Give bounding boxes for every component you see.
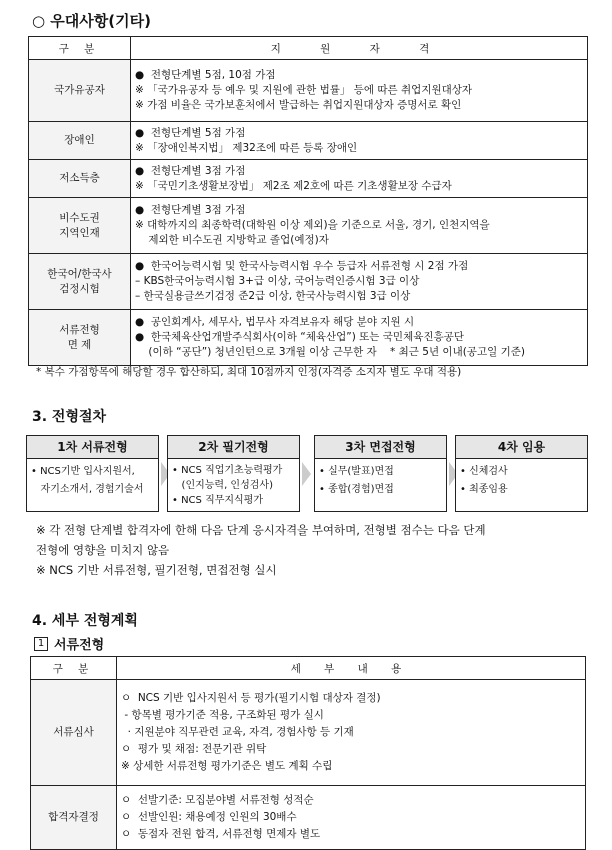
content-line: ※ 「장애인복지법」 제32조에 따른 등록 장애인 (135, 141, 358, 154)
content-line: ※ 대학까지의 최종학력(대학원 이상 제외)을 기준으로 서울, 경기, 인천지역을 (135, 219, 490, 231)
table-row (29, 310, 588, 366)
row-category: 서류전형 면 제 (29, 310, 131, 366)
content-line: ※ 「국가유공자 등 예우 및 지원에 관한 법률」 등에 따른 취업지원대상자 (135, 84, 473, 96)
procedure-note: 전형에 영향을 미치지 않음 (36, 543, 170, 557)
step-box (455, 458, 588, 512)
content-line: (이하 “공단”) 청년인턴으로 3개월 이상 근무한 자 * 최근 5년 이내(공고일 기준) (135, 346, 525, 358)
table-row (29, 122, 588, 160)
content-line: ● 전형단계별 5점, 10점 가점 (135, 69, 276, 81)
step-item: • NCS 직업기초능력평가 (172, 465, 283, 476)
section-title-detail-plan: 4. 세부 전형계획 (32, 613, 138, 629)
step-item: • 종합(경험)면접 (319, 484, 394, 495)
content-line: ㅇ 동점자 전원 합격, 서류전형 면제자 별도 (121, 828, 321, 840)
content-line: 제외한 비수도권 지방학교 졸업(예정)자 (135, 234, 329, 246)
subsection-number: 1 (34, 637, 48, 651)
step-header: 1차 서류전형 (26, 435, 159, 459)
section-title-procedure: 3. 전형절차 (32, 409, 107, 425)
content-line: ※ 가점 비율은 국가보훈처에서 발급하는 취업지원대상자 증명서로 확인 (135, 99, 462, 111)
header-details: 세 부 내 용 (117, 657, 586, 680)
step-item: • 실무(발표)면접 (319, 466, 394, 477)
content-line: ㅇ 평가 및 채점: 전문기관 위탁 (121, 743, 267, 755)
content-line: ※ 상세한 서류전형 평가기준은 별도 계획 수립 (121, 760, 333, 772)
content-line: ㅇ NCS 기반 입사지원서 등 평가(필기시험 대상자 결정) (121, 692, 381, 704)
row-content (131, 122, 588, 160)
step-header: 4차 임용 (455, 435, 588, 459)
row-category: 저소득층 (29, 160, 131, 198)
table-row (29, 60, 588, 122)
row-category: 비수도권 지역인재 (29, 198, 131, 254)
content-line: ※ 「국민기초생활보장법」 제2조 제2호에 따른 기초생활보장 수급자 (135, 179, 452, 192)
header-category: 구 분 (31, 657, 117, 680)
content-line: · 지원분야 직무관련 교육, 자격, 경험사항 등 기재 (121, 726, 354, 738)
step-arrow-icon (302, 462, 311, 486)
step-header: 2차 필기전형 (167, 435, 300, 459)
row-category: 서류심사 (31, 680, 117, 786)
screening-table (30, 656, 586, 850)
row-category: 한국어/한국사 검정시험 (29, 254, 131, 310)
subsection-title: 서류전형 (54, 638, 105, 653)
table-row (29, 160, 588, 198)
content-line: ● 전형단계별 5점 가점 (135, 126, 246, 139)
row-content (131, 198, 588, 254)
content-line: ● 전형단계별 3점 가점 (135, 164, 246, 177)
procedure-note: ※ 각 전형 단계별 합격자에 한해 다음 단계 응시자격을 부여하며, 전형별 점수는 다음 단계 (36, 523, 486, 537)
preference-footnote: * 복수 가점항목에 해당할 경우 합산하되, 최대 10점까지 인정(자격증 소지자 별도 우대 적용) (36, 366, 462, 378)
step-header: 3차 면접전형 (314, 435, 447, 459)
step-box (26, 458, 159, 512)
content-line: ● 전형단계별 3점 가점 (135, 204, 246, 216)
content-line: – 한국실용글쓰기검정 준2급 이상, 한국사능력시험 3급 이상 (135, 290, 411, 302)
step-item: • 최종임용 (460, 484, 508, 495)
subsection-document-screening (34, 634, 104, 653)
table-row (29, 198, 588, 254)
row-content (131, 254, 588, 310)
step-item: 자기소개서, 경험기술서 (31, 484, 144, 495)
content-line: ● 한국체육산업개발주식회사(이하 “체육산업”) 또는 국민체육진흥공단 (135, 331, 464, 343)
content-line: ㅇ 선발인원: 채용예정 인원의 30배수 (121, 811, 297, 823)
content-line: ● 한국어능력시험 및 한국사능력시험 우수 등급자 서류전형 시 2점 가점 (135, 260, 469, 272)
header-category: 구 분 (29, 37, 131, 60)
content-line: ㅇ 선발기준: 모집분야별 서류전형 성적순 (121, 794, 314, 806)
preference-table (28, 36, 588, 366)
row-content (117, 786, 586, 850)
content-line: – KBS한국어능력시험 3+급 이상, 국어능력인증시험 3급 이상 (135, 275, 420, 287)
table-row (31, 680, 586, 786)
procedure-notes (36, 520, 486, 580)
row-content (117, 680, 586, 786)
table-row (31, 786, 586, 850)
row-category: 국가유공자 (29, 60, 131, 122)
step-item: • NCS 직무지식평가 (172, 495, 264, 506)
header-qualification: 지 원 자 격 (131, 37, 588, 60)
step-box (167, 458, 300, 512)
section-title-preferences: ○ 우대사항(기타) (32, 12, 151, 30)
table-row (29, 254, 588, 310)
step-item: • 신체검사 (460, 466, 508, 477)
row-category: 장애인 (29, 122, 131, 160)
row-content (131, 60, 588, 122)
row-category: 합격자결정 (31, 786, 117, 850)
row-content (131, 160, 588, 198)
step-item: (인지능력, 인성검사) (172, 480, 273, 491)
content-line: - 항목별 평가기준 적용, 구조화된 평가 실시 (121, 709, 324, 721)
step-box (314, 458, 447, 512)
content-line: ● 공인회계사, 세무사, 법무사 자격보유자 해당 분야 지원 시 (135, 316, 415, 328)
procedure-note: ※ NCS 기반 서류전형, 필기전형, 면접전형 실시 (36, 563, 277, 577)
row-content (131, 310, 588, 366)
step-item: • NCS기반 입사지원서, (31, 466, 135, 477)
